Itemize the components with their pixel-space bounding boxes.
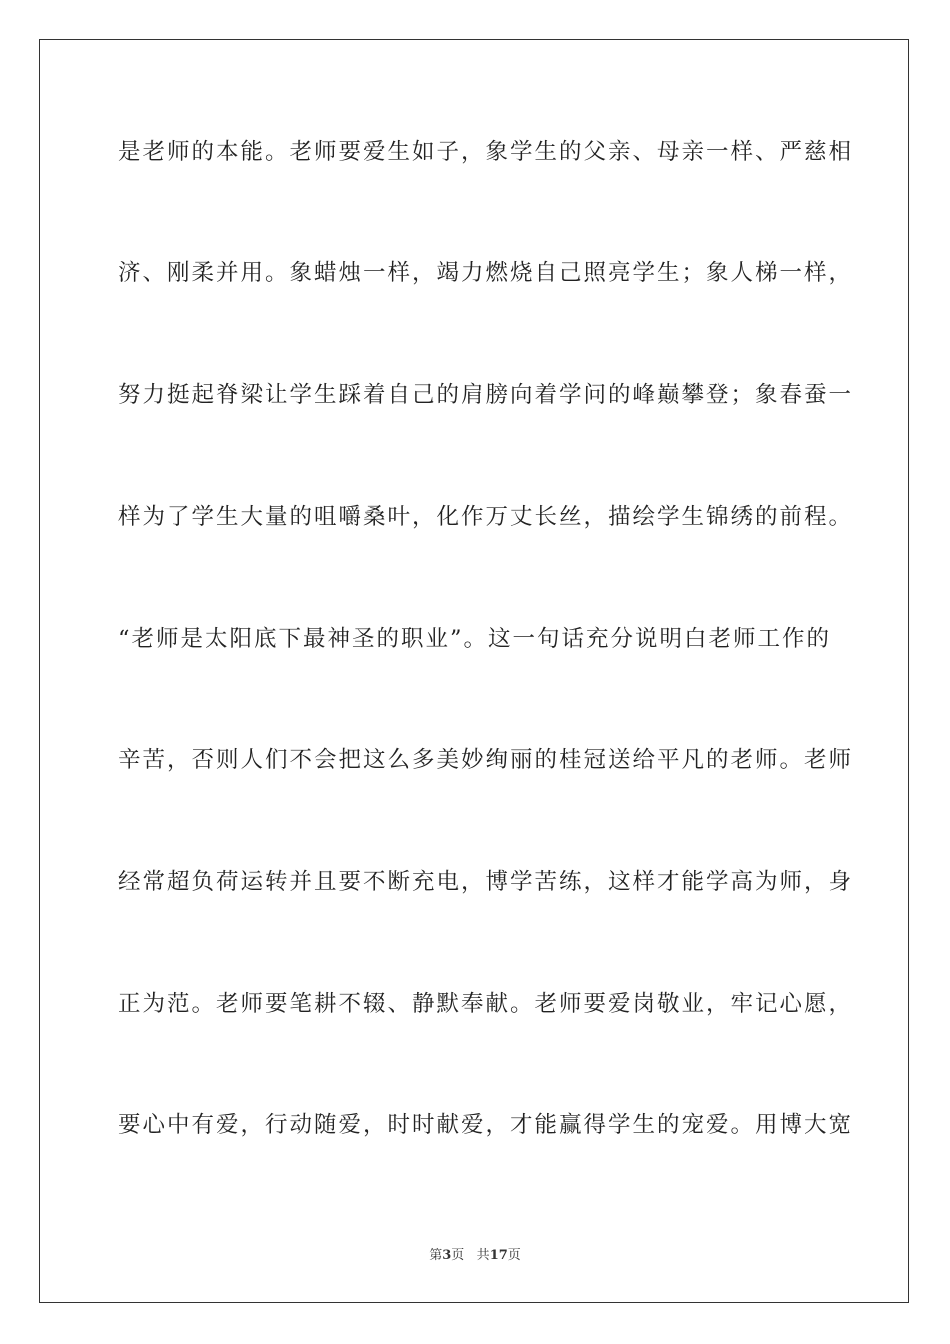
page-number: 3 bbox=[442, 1248, 452, 1263]
page-suffix: 页 bbox=[451, 1248, 465, 1263]
page-prefix: 第 bbox=[429, 1248, 443, 1263]
page-footer bbox=[0, 1248, 950, 1264]
total-prefix: 共 bbox=[476, 1248, 490, 1263]
text-line-7: 经常超负荷运转并且要不断充电，博学苦练，这样才能学高为师，身 bbox=[118, 869, 854, 895]
total-suffix: 页 bbox=[507, 1248, 521, 1263]
text-line-9: 要心中有爱，行动随爱，时时献爱，才能赢得学生的宠爱。用博大宽 bbox=[118, 1112, 854, 1138]
text-line-5: “老师是太阳底下最神圣的职业”。这一句话充分说明白老师工作的 bbox=[118, 626, 832, 652]
text-line-6: 辛苦，否则人们不会把这么多美妙绚丽的桂冠送给平凡的老师。老师 bbox=[118, 747, 854, 773]
text-line-3: 努力挺起脊梁让学生踩着自己的肩膀向着学问的峰巅攀登；象春蚕一 bbox=[118, 382, 854, 408]
total-pages: 17 bbox=[489, 1248, 508, 1263]
text-line-1: 是老师的本能。老师要爱生如子，象学生的父亲、母亲一样、严慈相 bbox=[118, 139, 854, 165]
text-line-2: 济、刚柔并用。象蜡烛一样，竭力燃烧自己照亮学生；象人梯一样， bbox=[118, 260, 854, 286]
text-line-8: 正为范。老师要笔耕不辍、静默奉献。老师要爱岗敬业，牢记心愿， bbox=[118, 991, 854, 1017]
text-line-4: 样为了学生大量的咀嚼桑叶，化作万丈长丝，描绘学生锦绣的前程。 bbox=[118, 504, 854, 530]
